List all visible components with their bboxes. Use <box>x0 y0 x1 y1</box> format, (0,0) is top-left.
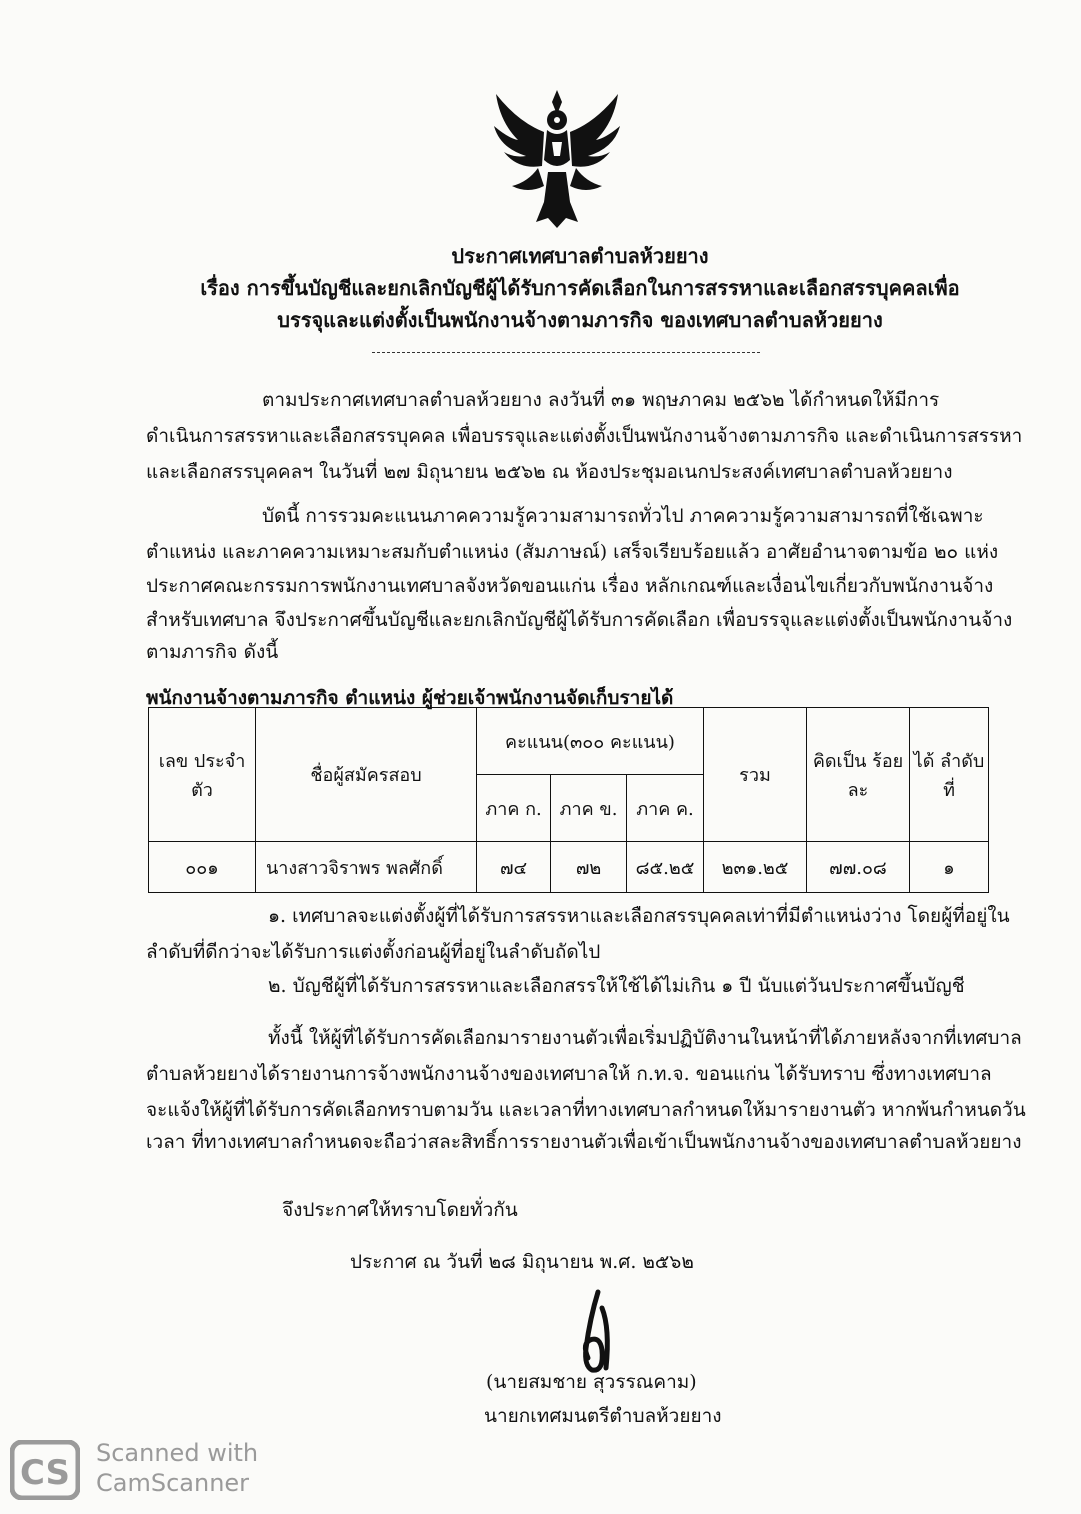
announce-line: จึงประกาศให้ทราบโดยทั่วกัน <box>282 1199 518 1221</box>
para2-line1: บัดนี้ การรวมคะแนนภาคความรู้ความสามารถทั่วไป ภาคความรู้ความสามารถที่ใช้เฉพาะ <box>262 505 984 527</box>
announcement-title: ประกาศเทศบาลตำบลห้วยยาง <box>451 244 709 268</box>
score-table <box>148 707 989 893</box>
cell-part-c: ๘๕.๒๕ <box>626 842 703 893</box>
header-percent: คิดเป็น ร้อยละ <box>807 708 910 842</box>
cell-id: ๐๐๑ <box>149 842 256 893</box>
para2-line3: ประกาศคณะกรรมการพนักงานเทศบาลจังหวัดขอนแก่น เรื่อง หลักเกณฑ์และเงื่อนไขเกี่ยวกับพนักงานจ้าง <box>146 575 994 597</box>
para2-line4: สำหรับเทศบาล จึงประกาศขึ้นบัญชีและยกเลิกบัญชีผู้ได้รับการคัดเลือก เพื่อบรรจุและแต่งตั้งเป็นพนักงานจ้าง <box>146 609 1013 631</box>
subject-line-1: เรื่อง การขึ้นบัญชีและยกเลิกบัญชีผู้ได้รับการคัดเลือกในการสรรหาและเลือกสรรบุคคลเพื่อ <box>200 276 960 300</box>
header-part-b: ภาค ข. <box>551 775 627 842</box>
header-name: ชื่อผู้สมัครสอบ <box>256 708 477 842</box>
cell-percent: ๗๗.๐๘ <box>807 842 910 893</box>
note1-line2: ลำดับที่ดีกว่าจะได้รับการแต่งตั้งก่อนผู้ที่อยู่ในลำดับถัดไป <box>146 941 601 963</box>
para1-line2: ดำเนินการสรรหาและเลือกสรรบุคคล เพื่อบรรจุและแต่งตั้งเป็นพนักงานจ้างตามภารกิจ และดำเนินการสรรหา <box>146 425 1023 447</box>
watermark-line2: CamScanner <box>96 1469 250 1497</box>
cell-name: นางสาวจิราพร พลศักดิ์ <box>256 842 477 893</box>
camscanner-logo-text: CS <box>19 1453 71 1493</box>
cell-part-a: ๗๔ <box>477 842 551 893</box>
para1-line1: ตามประกาศเทศบาลตำบลห้วยยาง ลงวันที่ ๓๑ พฤษภาคม ๒๕๖๒ ได้กำหนดให้มีการ <box>262 389 940 411</box>
camscanner-logo-icon <box>10 1440 80 1500</box>
cell-total: ๒๓๑.๒๕ <box>704 842 807 893</box>
closing-line1: ทั้งนี้ ให้ผู้ที่ได้รับการคัดเลือกมารายงานตัวเพื่อเริ่มปฏิบัติงานในหน้าที่ได้ภายหลังจากที่เทศบาล <box>268 1027 1022 1049</box>
camscanner-watermark <box>10 1440 300 1500</box>
signatory-name: (นายสมชาย สุวรรณคาม) <box>486 1371 697 1393</box>
cell-part-b: ๗๒ <box>551 842 627 893</box>
signature-mark <box>560 1288 630 1378</box>
watermark-line1: Scanned with <box>96 1439 259 1467</box>
signatory-title: นายกเทศมนตรีตำบลห้วยยาง <box>484 1405 722 1427</box>
position-heading: พนักงานจ้างตามภารกิจ ตำแหน่ง ผู้ช่วยเจ้าพนักงานจัดเก็บรายได้ <box>146 687 674 709</box>
closing-line4: เวลา ที่ทางเทศบาลกำหนดจะถือว่าสละสิทธิ์การรายงานตัวเพื่อเข้าเป็นพนักงานจ้างของเทศบาลตำบลห้วยยาง <box>146 1131 1022 1153</box>
cell-rank: ๑ <box>910 842 989 893</box>
closing-line3: จะแจ้งให้ผู้ที่ได้รับการคัดเลือกทราบตามวัน และเวลาที่ทางเทศบาลกำหนดให้มารายงานตัว หากพ้นกำหนดวัน <box>146 1099 1026 1121</box>
closing-line2: ตำบลห้วยยางได้รายงานการจ้างพนักงานจ้างของเทศบาลให้ ก.ท.จ. ขอนแก่น ได้รับทราบ ซึ่งทางเทศบาล <box>146 1063 992 1085</box>
header-part-a: ภาค ก. <box>477 775 551 842</box>
header-id: เลข ประจำตัว <box>149 708 256 842</box>
note2: ๒. บัญชีผู้ที่ได้รับการสรรหาและเลือกสรรให้ใช้ได้ไม่เกิน ๑ ปี นับแต่วันประกาศขึ้นบัญชี <box>268 975 965 997</box>
header-part-c: ภาค ค. <box>626 775 703 842</box>
subject-line-2: บรรจุและแต่งตั้งเป็นพนักงานจ้างตามภารกิจ ของเทศบาลตำบลห้วยยาง <box>277 308 883 332</box>
header-total: รวม <box>704 708 807 842</box>
garuda-emblem <box>478 82 636 232</box>
para1-line3: และเลือกสรรบุคคลฯ ในวันที่ ๒๗ มิถุนายน ๒๕๖๒ ณ ห้องประชุมอเนกประสงค์เทศบาลตำบลห้วยยาง <box>146 461 953 483</box>
header-score: คะแนน(๓๐๐ คะแนน) <box>477 708 704 775</box>
announce-date: ประกาศ ณ วันที่ ๒๘ มิถุนายน พ.ศ. ๒๕๖๒ <box>350 1251 694 1273</box>
table-row <box>149 842 989 893</box>
header-rank: ได้ ลำดับ ที่ <box>910 708 989 842</box>
header-divider <box>372 352 760 353</box>
para2-line2: ตำแหน่ง และภาคความเหมาะสมกับตำแหน่ง (สัมภาษณ์) เสร็จเรียบร้อยแล้ว อาศัยอำนาจตามข้อ ๒๐ แห่ง <box>146 541 999 563</box>
para2-line5: ตามภารกิจ ดังนี้ <box>146 641 279 663</box>
note1-line1: ๑. เทศบาลจะแต่งตั้งผู้ที่ได้รับการสรรหาและเลือกสรรบุคคลเท่าที่มีตำแหน่งว่าง โดยผู้ที่อยู่ใน <box>268 905 1010 927</box>
